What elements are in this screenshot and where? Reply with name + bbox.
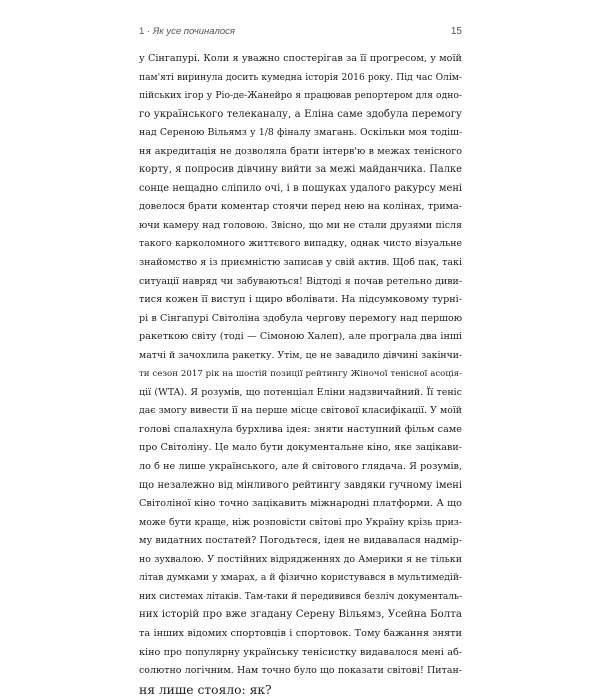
text-line: пам'яті виринула досить кумедна історія 2016 року. Під час Олім-: [139, 72, 462, 83]
text-line: му видатних постатей? Погодьтеся, ідея не видавалася надмір-: [139, 535, 462, 547]
text-line: ракеткою світу (тоді — Сімоною Халеп), але програла два інші: [139, 331, 462, 343]
text-line: пійських ігор у Ріо-де-Жанейро я працював репортером для одно-: [139, 90, 462, 102]
text-line: корту, я попросив дівчину вийти за межі майданчика. Палке: [139, 164, 462, 176]
text-line: такого карколомного життєвого випадку, однак чисто візуальне: [139, 238, 462, 250]
text-line: що незалежно від мінливого рейтингу завдяки гучному імені: [139, 479, 462, 491]
text-line: може бути краще, ніж розповісти світові про Україну крізь приз-: [139, 516, 462, 528]
text-line: них історій про вже згадану Серену Вільямз, Усейна Болта: [139, 609, 462, 621]
chapter-title: Як усе починалося: [152, 26, 235, 37]
text-line: кіно про популярну українську тенісистку видавалося мені аб-: [139, 646, 462, 658]
page-number: 15: [450, 26, 462, 37]
text-line: ня лише стояло: як?: [139, 682, 272, 697]
text-line: голові спалахнула бурхлива ідея: зняти наступний фільм саме: [139, 423, 462, 435]
body-text: [139, 50, 462, 699]
chapter-number: 1: [139, 26, 145, 37]
running-head: [139, 26, 462, 37]
text-line: у Сінгапурі. Коли я уважно спостерігав за її прогресом, у моїй: [139, 53, 462, 64]
text-line: ло б не лише українського, але й світового глядача. Я розумів,: [139, 461, 462, 473]
text-line: ситуації навряд чи забуваються! Відтоді я почав ретельно диви-: [139, 275, 462, 287]
text-line: ції (WTA). Я розумів, що потенціал Еліни надзвичайний. Її теніс: [139, 386, 462, 398]
text-line: над Сереною Вільямз у 1/8 фіналу змагань. Оскільки моя тодіш-: [139, 127, 462, 139]
text-line: сонце нещадно сліпило очі, і в пошуках удалого ракурсу мені: [139, 182, 462, 194]
chapter-separator: ·: [146, 26, 151, 37]
text-line: го українського телеканалу, а Еліна саме здобула перемогу: [139, 108, 462, 120]
text-line: дає змогу вивести її на перше місце світової класифікації. У моїй: [139, 405, 462, 417]
text-line: тися кожен її виступ і щиро вболівати. На підсумковому турні-: [139, 294, 462, 306]
book-page: [139, 26, 462, 699]
text-line: рі в Сінгапурі Світоліна здобула чергову перемогу над першою: [139, 312, 462, 324]
text-line: та інших відомих спортовців і спортовок. Тому бажання зняти: [139, 627, 462, 639]
text-line: ти сезон 2017 рік на шостій позиції рейтингу Жіночої тенісної асоція-: [139, 369, 462, 380]
chapter-heading: [139, 26, 235, 37]
text-line: про Світоліну. Це мало бути документальне кіно, яке зацікави-: [139, 442, 462, 454]
text-line: довелося брати коментар стоячи перед нею на колінах, трима-: [139, 201, 462, 213]
text-line: ючи камеру над головою. Звісно, що ми не стали друзями після: [139, 219, 462, 231]
text-line: них системах літаків. Там-таки й передивився безліч документаль-: [139, 591, 462, 602]
text-line: знайомство я із приємністю записав у свій актив. Щоб пак, такі: [139, 257, 462, 269]
text-line: ня акредитація не дозволяла брати інтерв'ю в межах тенісного: [139, 145, 462, 157]
text-line: літав думками у хмарах, а й фізично користувався в мультимедій-: [139, 573, 462, 584]
text-line: но зухвалою. У постійних відрядженнях до Америки я не тільки: [139, 553, 462, 565]
text-line: матчі й зачохлила ракетку. Утім, це не завадило дівчині закінчи-: [139, 349, 462, 361]
text-line: Світоліної кіно точно зацікавить міжнародні платформи. А що: [139, 498, 462, 510]
text-line: солютно логічним. Нам точно було що показати світові! Питан-: [139, 665, 462, 677]
